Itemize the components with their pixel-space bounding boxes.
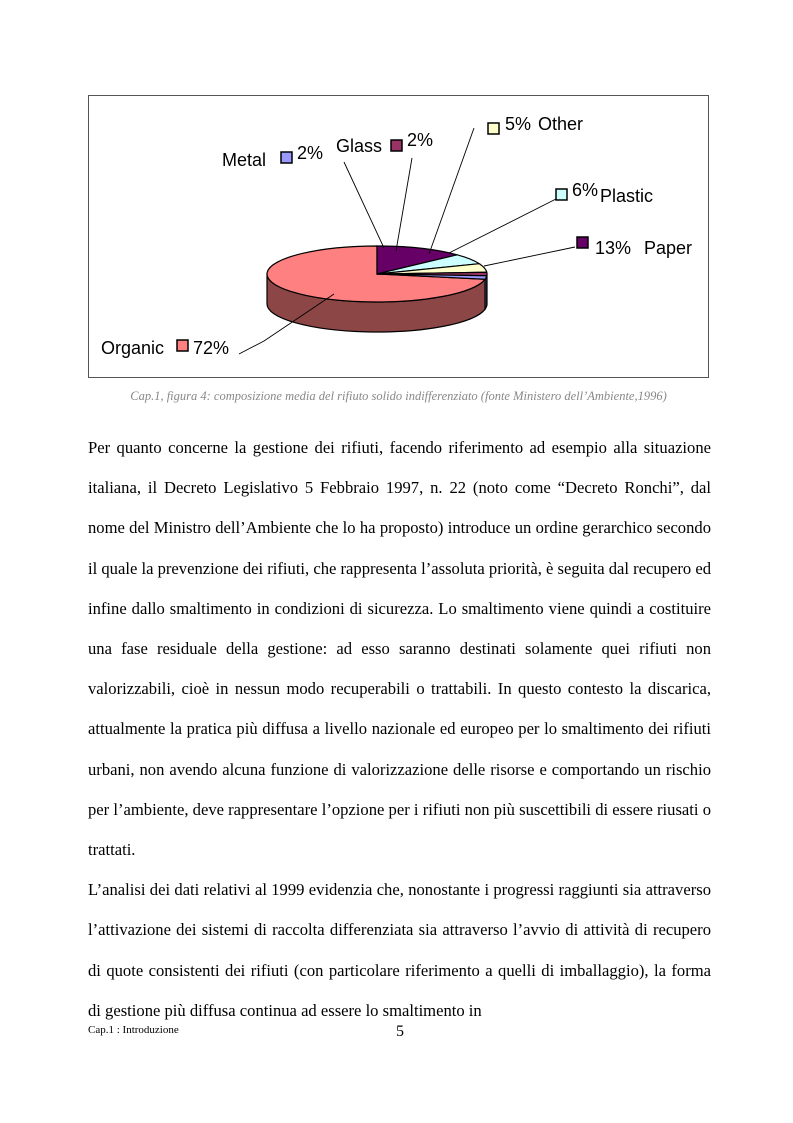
value-label-glass: 2% xyxy=(407,130,434,150)
legend-label-paper: Paper xyxy=(644,238,693,258)
footer-chapter: Cap.1 : Introduzione xyxy=(88,1024,179,1036)
legend-swatch-metal xyxy=(281,152,292,163)
leader-line-paper xyxy=(484,247,575,266)
legend-swatch-organic xyxy=(177,340,188,351)
body-text xyxy=(88,428,711,1031)
legend-label-metal: Metal xyxy=(222,150,267,170)
leader-line-metal xyxy=(344,162,384,248)
legend-label-organic: Organic xyxy=(101,338,165,358)
legend-swatch-other xyxy=(488,123,499,134)
paragraph: Per quanto concerne la gestione dei rifiuti, facendo riferimento ad esempio alla situazione italiana, il Decreto Legislativo 5 Febbraio 1997, n. 22 (noto come “Decreto Ronchi”, dal nome del Ministro dell’Ambiente che lo ha proposto) introduce un ordine gerarchico secondo il quale la prevenzione dei rifiuti, che rappresenta l’assoluta priorità, è seguita dal recupero ed infine dallo smaltimento in condizioni di sicurezza. Lo smaltimento viene quindi a costituire una fase residuale della gestione: ad esso saranno destinati solamente quei rifiuti non valorizzabili, cioè in nessun modo recuperabili o trattabili. In questo contesto la discarica, attualmente la pratica più diffusa a livello nazionale ed europeo per lo smaltimento dei rifiuti urbani, non avendo alcuna funzione di valorizzazione delle risorse e comportando un rischio per l’ambiente, deve rappresentare l’opzione per i rifiuti non più suscettibili di essere riusati o trattati. xyxy=(88,438,711,860)
value-label-metal: 2% xyxy=(297,143,324,163)
leader-line-other xyxy=(429,128,474,254)
legend-label-glass: Glass xyxy=(336,136,383,156)
paragraph: L’analisi dei dati relativi al 1999 evidenzia che, nonostante i progressi raggiunti sia attraverso l’attivazione dei sistemi di raccolta differenziata sia attraverso l’avvio di attività di recupero di quote consistenti dei rifiuti (con particolare riferimento a quelli di imballaggio), la forma di gestione più diffusa continua ad essere lo smaltimento in xyxy=(88,880,711,1020)
pie-chart-figure xyxy=(88,95,709,378)
value-label-other: 5% xyxy=(505,114,532,134)
leader-line-glass xyxy=(396,158,412,251)
legend-label-other: Other xyxy=(538,114,584,134)
pie-side-metal xyxy=(485,276,487,309)
page-number: 5 xyxy=(396,1023,404,1040)
value-label-organic: 72% xyxy=(193,338,230,358)
legend-label-plastic: Plastic xyxy=(600,186,654,206)
legend-swatch-plastic xyxy=(556,189,567,200)
legend-swatch-paper xyxy=(577,237,588,248)
legend-swatch-glass xyxy=(391,140,402,151)
value-label-plastic: 6% xyxy=(572,180,599,200)
figure-caption: Cap.1, figura 4: composizione media del rifiuto solido indifferenziato (fonte Ministero dell’Ambiente,1996) xyxy=(130,389,667,403)
value-label-paper: 13% xyxy=(595,238,632,258)
pie-chart xyxy=(89,96,710,379)
leader-line-plastic xyxy=(449,199,556,253)
